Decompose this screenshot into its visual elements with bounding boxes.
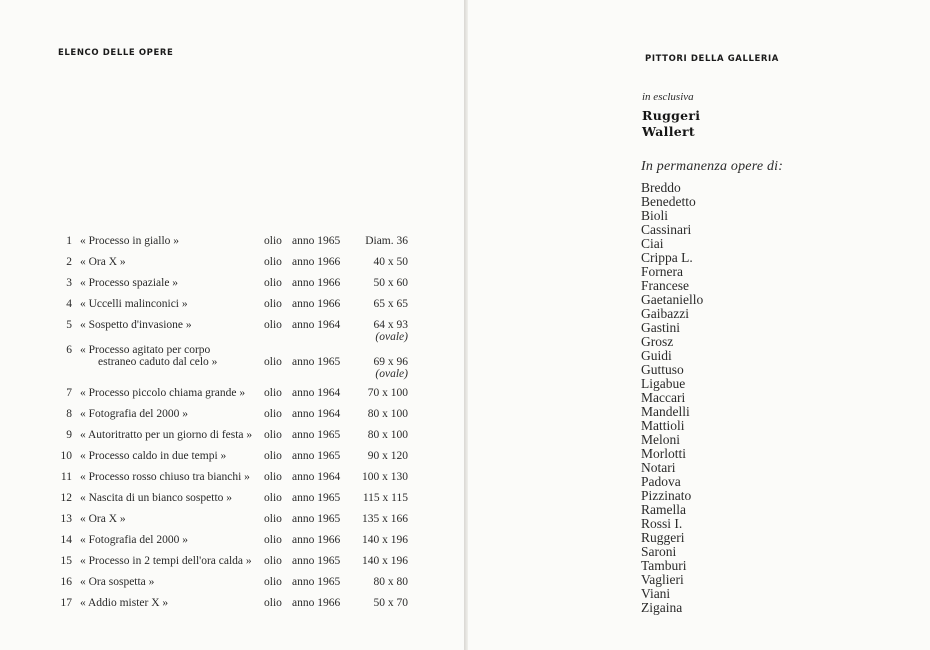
work-year: anno 1965 bbox=[292, 235, 341, 247]
work-dimensions: 64 x 93 bbox=[373, 319, 408, 331]
painter-name: Morlotti bbox=[641, 446, 687, 461]
painter-name: Grosz bbox=[641, 334, 674, 349]
work-number: 12 bbox=[60, 492, 72, 504]
painter-name: Notari bbox=[641, 460, 676, 475]
work-dimensions: 100 x 130 bbox=[362, 471, 408, 483]
work-dimensions: 40 x 50 bbox=[373, 256, 408, 268]
work-technique: olio bbox=[264, 597, 282, 609]
work-technique: olio bbox=[264, 429, 282, 441]
painter-name: Viani bbox=[641, 586, 671, 601]
work-year: anno 1965 bbox=[292, 492, 341, 504]
work-year: anno 1964 bbox=[292, 319, 341, 331]
painter-name: Padova bbox=[641, 474, 681, 489]
work-number: 10 bbox=[60, 450, 72, 462]
work-number: 8 bbox=[66, 408, 72, 420]
work-dimensions: 80 x 100 bbox=[367, 429, 408, 441]
work-number: 17 bbox=[60, 597, 72, 609]
painter-name: Crippa L. bbox=[641, 250, 693, 265]
work-title: « Nascita di un bianco sospetto » bbox=[80, 492, 233, 504]
work-dimensions: 140 x 196 bbox=[362, 555, 408, 567]
work-technique: olio bbox=[264, 513, 282, 525]
painter-name: Gastini bbox=[641, 320, 680, 335]
painter-name: Pizzinato bbox=[641, 488, 692, 503]
work-number: 1 bbox=[66, 235, 72, 247]
painter-name: Maccari bbox=[641, 390, 686, 405]
gallery-painters-heading: PITTORI DELLA GALLERIA bbox=[645, 54, 779, 64]
work-dimensions: 70 x 100 bbox=[367, 387, 408, 399]
work-number: 4 bbox=[66, 298, 72, 310]
work-dimensions: 90 x 120 bbox=[367, 450, 408, 462]
work-technique: olio bbox=[264, 298, 282, 310]
painter-name: Saroni bbox=[641, 544, 677, 559]
work-technique: olio bbox=[264, 555, 282, 567]
painter-name: Ruggeri bbox=[641, 530, 685, 545]
work-number: 7 bbox=[66, 387, 72, 399]
painter-name: Mandelli bbox=[641, 404, 690, 419]
work-title: « Fotografia del 2000 » bbox=[80, 534, 188, 546]
painter-name: Fornera bbox=[641, 264, 683, 279]
painter-name: Francese bbox=[641, 278, 689, 293]
exclusive-painter-name: Ruggeri bbox=[642, 108, 701, 123]
work-shape-note: (ovale) bbox=[375, 368, 408, 380]
work-year: anno 1965 bbox=[292, 450, 341, 462]
work-technique: olio bbox=[264, 256, 282, 268]
work-dimensions: 50 x 60 bbox=[373, 277, 408, 289]
work-technique: olio bbox=[264, 534, 282, 546]
work-title: « Processo caldo in due tempi » bbox=[80, 450, 227, 462]
work-dimensions: 65 x 65 bbox=[373, 298, 408, 310]
work-number: 16 bbox=[60, 576, 72, 588]
work-technique: olio bbox=[264, 471, 282, 483]
work-shape-note: (ovale) bbox=[375, 331, 408, 343]
work-title: « Autoritratto per un giorno di festa » bbox=[80, 429, 253, 441]
work-year: anno 1966 bbox=[292, 256, 341, 268]
painter-name: Guttuso bbox=[641, 362, 684, 377]
work-dimensions: 80 x 100 bbox=[367, 408, 408, 420]
work-title: « Sospetto d'invasione » bbox=[80, 319, 192, 331]
work-title: « Fotografia del 2000 » bbox=[80, 408, 188, 420]
painter-name: Ligabue bbox=[641, 376, 686, 391]
painter-name: Ciai bbox=[641, 236, 664, 251]
work-year: anno 1966 bbox=[292, 534, 341, 546]
work-number: 6 bbox=[66, 344, 72, 356]
left-page bbox=[0, 0, 464, 650]
work-title: « Processo agitato per corpo bbox=[80, 344, 211, 356]
work-year: anno 1966 bbox=[292, 597, 341, 609]
work-year: anno 1965 bbox=[292, 555, 341, 567]
work-title: « Addio mister X » bbox=[80, 597, 169, 609]
painter-name: Breddo bbox=[641, 180, 681, 195]
painter-name: Cassinari bbox=[641, 222, 692, 237]
work-year: anno 1966 bbox=[292, 277, 341, 289]
work-year: anno 1964 bbox=[292, 471, 341, 483]
painter-name: Tamburi bbox=[641, 558, 687, 573]
permanent-works-label: In permanenza opere di: bbox=[641, 159, 784, 174]
painter-name: Vaglieri bbox=[641, 572, 684, 587]
work-technique: olio bbox=[264, 277, 282, 289]
work-dimensions: Diam. 36 bbox=[365, 235, 408, 247]
work-title: « Ora X » bbox=[80, 256, 126, 268]
work-technique: olio bbox=[264, 450, 282, 462]
work-dimensions: 135 x 166 bbox=[362, 513, 408, 525]
work-number: 5 bbox=[66, 319, 72, 331]
work-number: 2 bbox=[66, 256, 72, 268]
work-number: 13 bbox=[60, 513, 72, 525]
work-dimensions: 140 x 196 bbox=[362, 534, 408, 546]
painter-name: Gaibazzi bbox=[641, 306, 689, 321]
work-technique: olio bbox=[264, 387, 282, 399]
painter-name: Ramella bbox=[641, 502, 686, 517]
work-technique: olio bbox=[264, 319, 282, 331]
work-title: « Processo in giallo » bbox=[80, 235, 180, 247]
work-technique: olio bbox=[264, 235, 282, 247]
work-number: 15 bbox=[60, 555, 72, 567]
work-year: anno 1966 bbox=[292, 298, 341, 310]
work-technique: olio bbox=[264, 408, 282, 420]
painter-name: Benedetto bbox=[641, 194, 696, 209]
work-number: 3 bbox=[66, 277, 72, 289]
work-number: 9 bbox=[66, 429, 72, 441]
painters-list bbox=[641, 181, 703, 615]
work-title: « Processo piccolo chiama grande » bbox=[80, 387, 246, 399]
work-year: anno 1964 bbox=[292, 387, 341, 399]
work-year: anno 1965 bbox=[292, 576, 341, 588]
painter-name: Bioli bbox=[641, 208, 669, 223]
work-title: « Uccelli malinconici » bbox=[80, 298, 188, 310]
work-title: « Processo rosso chiuso tra bianchi » bbox=[80, 471, 250, 483]
work-dimensions: 69 x 96 bbox=[373, 356, 408, 368]
work-year: anno 1964 bbox=[292, 408, 341, 420]
painter-name: Gaetaniello bbox=[641, 292, 704, 307]
work-dimensions: 115 x 115 bbox=[362, 492, 408, 504]
work-year: anno 1965 bbox=[292, 513, 341, 525]
work-year: anno 1965 bbox=[292, 429, 341, 441]
work-dimensions: 50 x 70 bbox=[373, 597, 408, 609]
work-number: 14 bbox=[60, 534, 72, 546]
work-title: « Ora X » bbox=[80, 513, 126, 525]
work-title: « Processo spaziale » bbox=[80, 277, 179, 289]
work-title-line2: estraneo caduto dal celo » bbox=[98, 356, 218, 368]
work-number: 11 bbox=[60, 471, 72, 483]
work-title: « Processo in 2 tempi dell'ora calda » bbox=[80, 555, 252, 567]
work-title: « Ora sospetta » bbox=[80, 576, 155, 588]
work-year: anno 1965 bbox=[292, 356, 341, 368]
painter-name: Meloni bbox=[641, 432, 680, 447]
exclusive-label: in esclusiva bbox=[642, 91, 694, 103]
painter-name: Zigaina bbox=[641, 600, 683, 615]
exclusive-painter-name: Wallert bbox=[642, 124, 695, 139]
work-technique: olio bbox=[264, 576, 282, 588]
painter-name: Guidi bbox=[641, 348, 672, 363]
painter-name: Rossi I. bbox=[641, 516, 683, 531]
work-technique: olio bbox=[264, 356, 282, 368]
works-list-heading: ELENCO DELLE OPERE bbox=[58, 48, 174, 58]
work-dimensions: 80 x 80 bbox=[373, 576, 408, 588]
painter-name: Mattioli bbox=[641, 418, 685, 433]
work-technique: olio bbox=[264, 492, 282, 504]
